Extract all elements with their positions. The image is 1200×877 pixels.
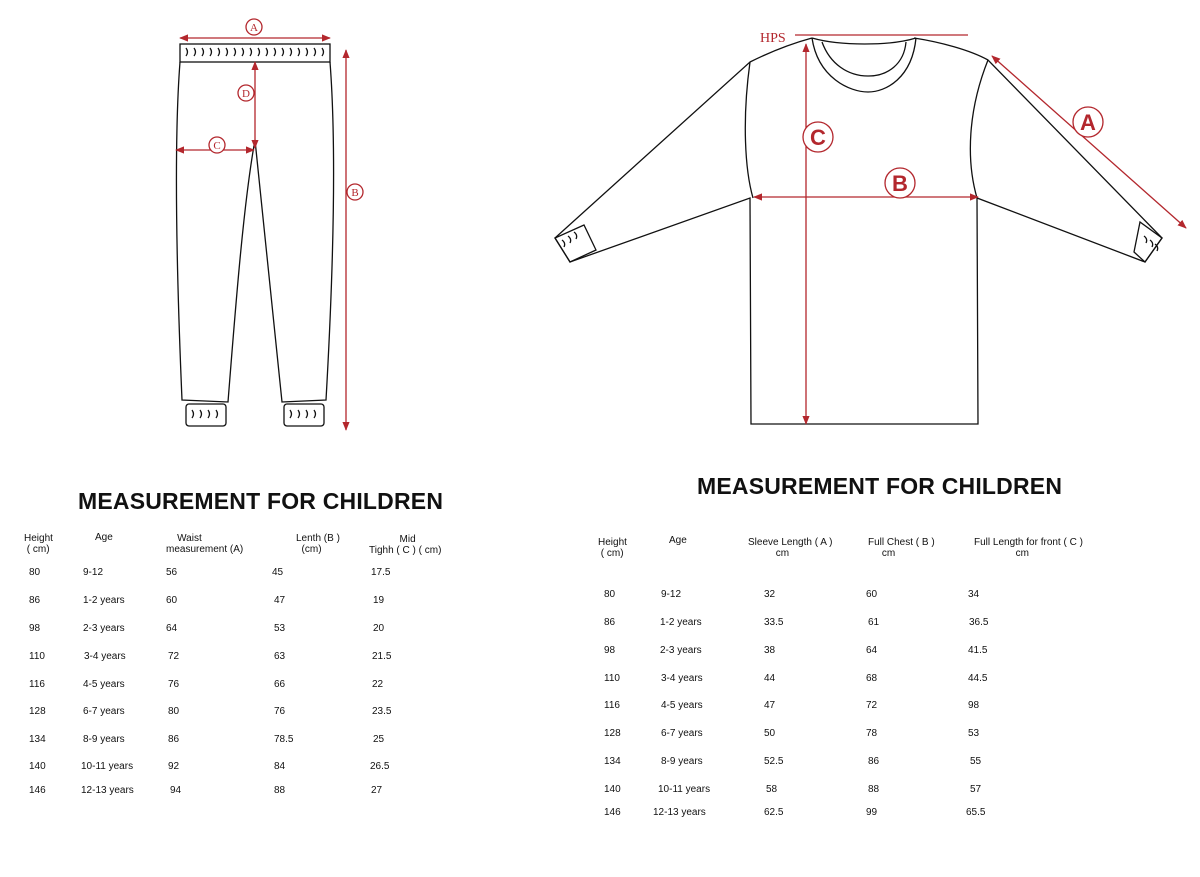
table-cell: 27 xyxy=(371,785,383,796)
table-cell: 76 xyxy=(168,679,180,690)
table-cell: 36.5 xyxy=(969,617,989,628)
pants-header-age: Age xyxy=(95,532,113,543)
shirt-header-age: Age xyxy=(669,535,687,546)
table-cell: 4-5 years xyxy=(661,700,703,711)
table-cell: 23.5 xyxy=(372,706,392,717)
table-cell: 47 xyxy=(274,595,286,606)
table-cell: 3-4 years xyxy=(84,651,126,662)
shirt-header-length: Full Length for front ( C ) cm xyxy=(974,537,1083,559)
table-cell: 64 xyxy=(166,623,178,634)
pants-label-a: A xyxy=(250,22,258,34)
table-cell: 98 xyxy=(968,700,980,711)
table-cell: 17.5 xyxy=(371,567,391,578)
table-cell: 134 xyxy=(604,756,621,767)
table-cell: 57 xyxy=(970,784,982,795)
table-cell: 12-13 years xyxy=(81,785,134,796)
pants-header-waist: Waist measurement (A) xyxy=(166,533,244,555)
table-cell: 25 xyxy=(373,734,385,745)
table-cell: 3-4 years xyxy=(661,673,703,684)
table-cell: 84 xyxy=(274,761,286,772)
table-cell: 38 xyxy=(764,645,776,656)
table-cell: 134 xyxy=(29,734,46,745)
shirt-header-chest: Full Chest ( B ) cm xyxy=(868,537,935,559)
table-cell: 72 xyxy=(168,651,180,662)
table-cell: 19 xyxy=(373,595,385,606)
table-cell: 140 xyxy=(29,761,46,772)
table-cell: 53 xyxy=(274,623,286,634)
table-cell: 86 xyxy=(604,617,616,628)
table-cell: 60 xyxy=(166,595,178,606)
table-cell: 88 xyxy=(868,784,880,795)
table-cell: 61 xyxy=(868,617,880,628)
table-cell: 34 xyxy=(968,589,980,600)
pants-label-d: D xyxy=(242,88,250,100)
table-cell: 60 xyxy=(866,589,878,600)
table-cell: 128 xyxy=(29,706,46,717)
table-cell: 116 xyxy=(29,679,45,690)
table-cell: 86 xyxy=(168,734,180,745)
table-cell: 56 xyxy=(166,567,178,578)
table-cell: 92 xyxy=(168,761,180,772)
table-cell: 116 xyxy=(604,700,620,711)
pants-header-thigh: Mid Tighh ( C ) ( cm) xyxy=(369,534,442,556)
table-cell: 21.5 xyxy=(372,651,392,662)
table-cell: 1-2 years xyxy=(83,595,125,606)
table-cell: 4-5 years xyxy=(83,679,125,690)
table-cell: 52.5 xyxy=(764,756,784,767)
shirt-header-sleeve: Sleeve Length ( A ) cm xyxy=(748,537,833,559)
table-cell: 110 xyxy=(604,673,620,684)
table-cell: 50 xyxy=(764,728,776,739)
pants-header-height: Height ( cm) xyxy=(24,533,53,555)
shirt-label-a: A xyxy=(1080,110,1096,135)
table-cell: 86 xyxy=(29,595,41,606)
table-cell: 65.5 xyxy=(966,807,986,818)
table-cell: 66 xyxy=(274,679,286,690)
table-cell: 86 xyxy=(868,756,880,767)
table-cell: 78.5 xyxy=(274,734,294,745)
shirt-header-height: Height ( cm) xyxy=(598,537,627,559)
table-cell: 12-13 years xyxy=(653,807,706,818)
table-cell: 32 xyxy=(764,589,776,600)
table-cell: 58 xyxy=(766,784,778,795)
table-cell: 55 xyxy=(970,756,982,767)
pants-label-c: C xyxy=(213,140,221,152)
table-cell: 10-11 years xyxy=(81,761,134,772)
table-cell: 6-7 years xyxy=(83,706,125,717)
table-cell: 146 xyxy=(604,807,621,818)
table-cell: 33.5 xyxy=(764,617,784,628)
table-cell: 98 xyxy=(604,645,616,656)
table-cell: 44 xyxy=(764,673,776,684)
table-cell: 1-2 years xyxy=(660,617,702,628)
table-cell: 146 xyxy=(29,785,46,796)
table-cell: 45 xyxy=(272,567,284,578)
pants-header-length: Lenth (B ) (cm) xyxy=(296,533,340,555)
table-cell: 47 xyxy=(764,700,776,711)
table-cell: 53 xyxy=(968,728,980,739)
table-cell: 80 xyxy=(168,706,180,717)
table-cell: 88 xyxy=(274,785,286,796)
table-cell: 98 xyxy=(29,623,41,634)
table-cell: 140 xyxy=(604,784,621,795)
shirt-label-hps: HPS xyxy=(760,31,786,46)
table-cell: 44.5 xyxy=(968,673,988,684)
table-cell: 80 xyxy=(29,567,41,578)
table-cell: 6-7 years xyxy=(661,728,703,739)
table-cell: 9-12 xyxy=(83,567,104,578)
shirt-label-b: B xyxy=(892,171,908,196)
table-cell: 8-9 years xyxy=(661,756,703,767)
table-cell: 2-3 years xyxy=(83,623,125,634)
table-cell: 78 xyxy=(866,728,878,739)
table-cell: 2-3 years xyxy=(660,645,702,656)
table-cell: 63 xyxy=(274,651,286,662)
shirt-table-title: MEASUREMENT FOR CHILDREN xyxy=(697,473,1063,499)
table-cell: 94 xyxy=(170,785,182,796)
table-cell: 80 xyxy=(604,589,616,600)
table-cell: 9-12 xyxy=(661,589,682,600)
table-cell: 64 xyxy=(866,645,878,656)
table-cell: 41.5 xyxy=(968,645,988,656)
table-cell: 110 xyxy=(29,651,45,662)
pants-table-title: MEASUREMENT FOR CHILDREN xyxy=(78,488,444,514)
table-cell: 62.5 xyxy=(764,807,784,818)
table-cell: 72 xyxy=(866,700,878,711)
table-cell: 10-11 years xyxy=(658,784,711,795)
table-cell: 20 xyxy=(373,623,385,634)
table-cell: 26.5 xyxy=(370,761,390,772)
table-cell: 128 xyxy=(604,728,621,739)
table-cell: 8-9 years xyxy=(83,734,125,745)
table-cell: 22 xyxy=(372,679,384,690)
table-cell: 99 xyxy=(866,807,878,818)
table-cell: 76 xyxy=(274,706,286,717)
table-cell: 68 xyxy=(866,673,878,684)
shirt-label-c: C xyxy=(810,125,826,150)
pants-label-b: B xyxy=(351,187,359,199)
